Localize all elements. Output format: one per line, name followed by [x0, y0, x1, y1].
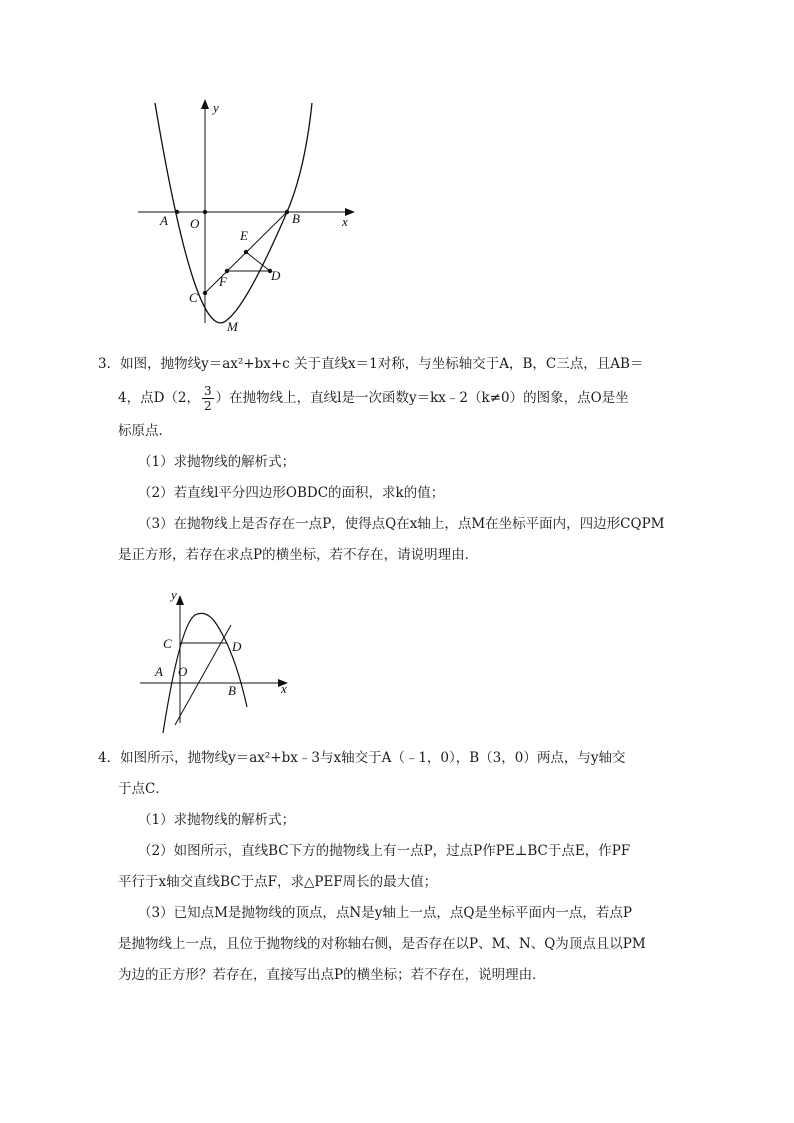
problem-3-line-1: [98, 349, 686, 380]
y-axis-arrow: [176, 595, 184, 605]
fraction-numerator: 3: [204, 384, 212, 398]
problem-3-question-3-line-1: （3）在抛物线上是否存在一点P，使得点Q在x轴上，点M在坐标平面内，四边形CQPM: [138, 516, 665, 532]
problem-3-line-2: [118, 380, 686, 416]
problem-4-question-1: （1）求抛物线的解析式；: [138, 812, 296, 828]
point-b: [285, 210, 289, 214]
problem-4-question-2-line-2: 平行于x轴交直线BC于点F，求△PEF周长的最大值；: [118, 874, 438, 890]
problem-4-line-2: 于点C．: [118, 781, 169, 797]
problem-3-text-2b: ）在抛物线上，直线l是一次函数y＝kx﹣2（k≠0）的图象，点O是坐: [215, 390, 629, 406]
problem-3-text-2a: 4，点D（2，: [118, 390, 201, 406]
y-axis-arrow: [201, 99, 209, 109]
label-c: C: [189, 290, 198, 305]
label-a: A: [155, 664, 163, 679]
label-x: x: [281, 681, 287, 696]
figure-1: [130, 95, 370, 340]
problem-4-line-1: [98, 743, 686, 774]
point-a: [175, 210, 179, 214]
point-c: [203, 291, 207, 295]
label-y: y: [171, 587, 177, 602]
label-d: D: [232, 639, 242, 654]
label-f: F: [219, 274, 227, 289]
segment-ed: [246, 252, 270, 271]
label-x: x: [342, 214, 348, 229]
parabola: [163, 613, 247, 733]
label-c: C: [163, 636, 172, 651]
point-o: [203, 210, 207, 214]
problem-3: [98, 349, 686, 571]
problem-4-question-2-line-1: （2）如图所示，直线BC下方的抛物线上有一点P，过点P作PE⊥BC于点E，作PF: [138, 843, 631, 859]
fraction-three-halves: [202, 384, 214, 413]
problem-3-question-3-line-2: 是正方形，若存在求点P的横坐标，若不存在，请说明理由．: [118, 547, 479, 563]
label-b: B: [292, 211, 300, 226]
fraction-denominator: 2: [204, 399, 212, 413]
point-f: [225, 269, 229, 273]
label-m: M: [227, 319, 238, 334]
point-e: [244, 250, 248, 254]
label-b: B: [228, 683, 236, 698]
label-y: y: [213, 100, 219, 115]
problem-3-number: 3．: [98, 356, 121, 372]
problem-4-question-3-line-1: （3）已知点M是抛物线的顶点，点N是y轴上一点，点Q是坐标平面内一点，若点P: [138, 905, 633, 921]
label-e: E: [240, 228, 248, 243]
problem-4-number: 4．: [98, 750, 121, 766]
problem-3-question-1: （1）求抛物线的解析式；: [138, 454, 296, 470]
figure-2-graph: [135, 585, 300, 735]
figure-2: [135, 585, 300, 735]
problem-3-line-3: 标原点．: [118, 423, 172, 439]
problem-4-question-3-line-2: 是抛物线上一点，且位于抛物线的对称轴右侧，是否存在以P、M、N、Q为顶点且以PM: [118, 936, 646, 952]
label-o: O: [178, 664, 188, 679]
problem-3-question-2: （2）若直线l平分四边形OBDC的面积，求k的值；: [138, 485, 445, 501]
label-o: O: [190, 216, 200, 231]
label-d: D: [271, 268, 281, 283]
problem-4-question-3-line-3: 为边的正方形？若存在，直接写出点P的横坐标；若不存在，说明理由．: [118, 967, 546, 983]
problem-4: [98, 743, 686, 991]
figure-1-graph: [130, 95, 370, 340]
label-a: A: [160, 213, 168, 228]
problem-4-text-1: 如图所示，抛物线y＝ax²+bx﹣3与x轴交于A（﹣1，0），B（3，0）两点，与y轴交: [120, 750, 626, 766]
problem-3-text-1: 如图，抛物线y＝ax²+bx+c 关于直线x＝1对称，与坐标轴交于A，B，C三点，且AB＝: [120, 356, 644, 372]
